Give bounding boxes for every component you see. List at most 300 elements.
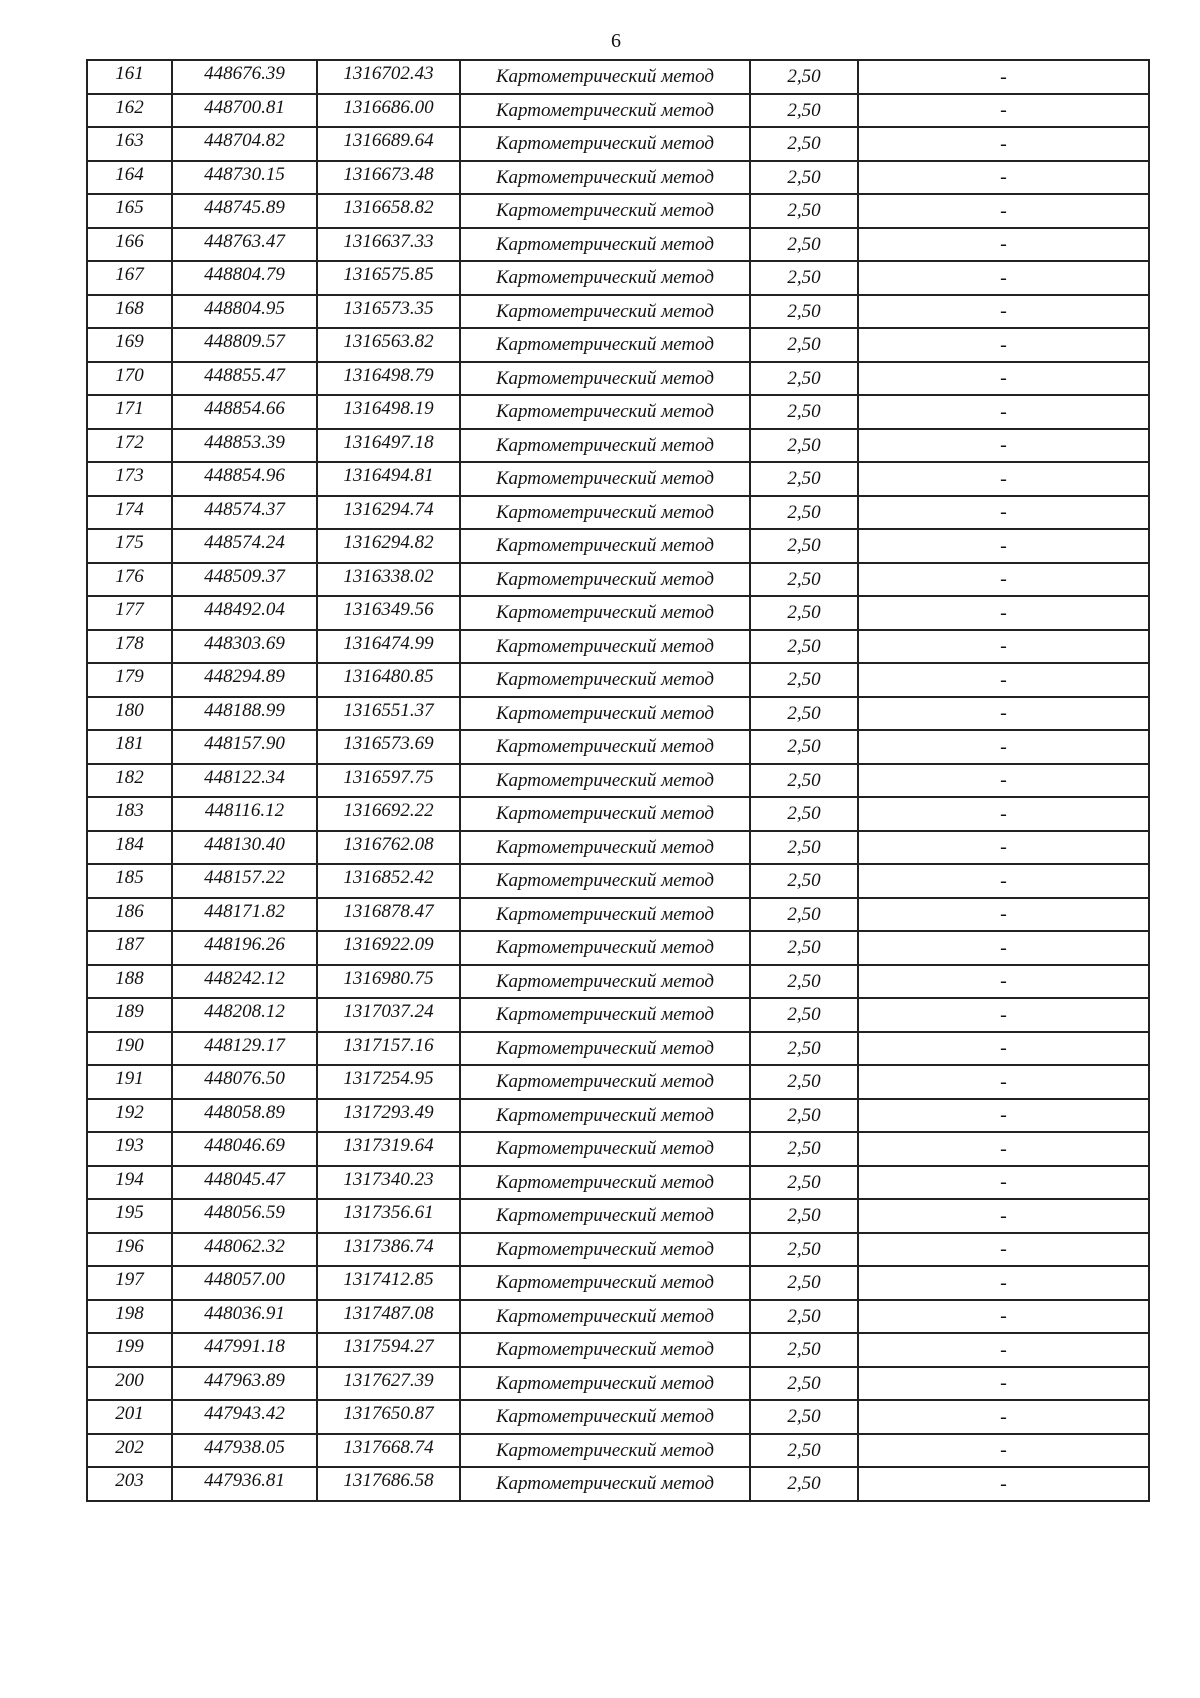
y-coordinate-cell: 1316597.75: [317, 764, 460, 798]
y-coordinate-cell: 1317627.39: [317, 1367, 460, 1401]
method-cell: Картометрический метод: [460, 563, 750, 597]
table-row: [87, 965, 1149, 999]
y-coordinate-cell: 1316498.79: [317, 362, 460, 396]
accuracy-cell: 2,50: [750, 563, 858, 597]
y-coordinate-cell: 1316573.35: [317, 295, 460, 329]
y-coordinate-cell: 1316702.43: [317, 60, 460, 94]
method-cell: Картометрический метод: [460, 1467, 750, 1501]
method-cell: Картометрический метод: [460, 194, 750, 228]
description-cell: -: [858, 931, 1149, 965]
accuracy-cell: 2,50: [750, 864, 858, 898]
table-row: [87, 998, 1149, 1032]
accuracy-cell: 2,50: [750, 931, 858, 965]
description-cell: -: [858, 596, 1149, 630]
table-row: [87, 1266, 1149, 1300]
table-row: [87, 831, 1149, 865]
description-cell: -: [858, 60, 1149, 94]
accuracy-cell: 2,50: [750, 730, 858, 764]
table-row: [87, 697, 1149, 731]
coordinates-table-body: [87, 60, 1149, 1501]
description-cell: -: [858, 395, 1149, 429]
point-number-cell: 182: [87, 764, 172, 798]
method-cell: Картометрический метод: [460, 1367, 750, 1401]
method-cell: Картометрический метод: [460, 462, 750, 496]
x-coordinate-cell: 448574.24: [172, 529, 317, 563]
accuracy-cell: 2,50: [750, 1099, 858, 1133]
method-cell: Картометрический метод: [460, 529, 750, 563]
y-coordinate-cell: 1317594.27: [317, 1333, 460, 1367]
table-row: [87, 60, 1149, 94]
table-row: [87, 1400, 1149, 1434]
method-cell: Картометрический метод: [460, 1166, 750, 1200]
point-number-cell: 170: [87, 362, 172, 396]
y-coordinate-cell: 1316294.82: [317, 529, 460, 563]
x-coordinate-cell: 448056.59: [172, 1199, 317, 1233]
accuracy-cell: 2,50: [750, 194, 858, 228]
accuracy-cell: 2,50: [750, 831, 858, 865]
y-coordinate-cell: 1317386.74: [317, 1233, 460, 1267]
x-coordinate-cell: 448046.69: [172, 1132, 317, 1166]
y-coordinate-cell: 1316338.02: [317, 563, 460, 597]
description-cell: -: [858, 831, 1149, 865]
x-coordinate-cell: 448045.47: [172, 1166, 317, 1200]
point-number-cell: 196: [87, 1233, 172, 1267]
y-coordinate-cell: 1317037.24: [317, 998, 460, 1032]
y-coordinate-cell: 1316922.09: [317, 931, 460, 965]
point-number-cell: 180: [87, 697, 172, 731]
method-cell: Картометрический метод: [460, 228, 750, 262]
y-coordinate-cell: 1316692.22: [317, 797, 460, 831]
description-cell: -: [858, 161, 1149, 195]
accuracy-cell: 2,50: [750, 529, 858, 563]
description-cell: -: [858, 462, 1149, 496]
description-cell: -: [858, 1266, 1149, 1300]
table-row: [87, 596, 1149, 630]
method-cell: Картометрический метод: [460, 1300, 750, 1334]
table-row: [87, 127, 1149, 161]
point-number-cell: 201: [87, 1400, 172, 1434]
method-cell: Картометрический метод: [460, 898, 750, 932]
table-row: [87, 1032, 1149, 1066]
method-cell: Картометрический метод: [460, 1400, 750, 1434]
y-coordinate-cell: 1316637.33: [317, 228, 460, 262]
y-coordinate-cell: 1316980.75: [317, 965, 460, 999]
y-coordinate-cell: 1316689.64: [317, 127, 460, 161]
point-number-cell: 203: [87, 1467, 172, 1501]
y-coordinate-cell: 1316573.69: [317, 730, 460, 764]
accuracy-cell: 2,50: [750, 797, 858, 831]
table-row: [87, 898, 1149, 932]
y-coordinate-cell: 1316686.00: [317, 94, 460, 128]
accuracy-cell: 2,50: [750, 462, 858, 496]
y-coordinate-cell: 1317487.08: [317, 1300, 460, 1334]
accuracy-cell: 2,50: [750, 965, 858, 999]
y-coordinate-cell: 1317293.49: [317, 1099, 460, 1133]
y-coordinate-cell: 1316563.82: [317, 328, 460, 362]
accuracy-cell: 2,50: [750, 596, 858, 630]
y-coordinate-cell: 1317356.61: [317, 1199, 460, 1233]
y-coordinate-cell: 1317319.64: [317, 1132, 460, 1166]
table-row: [87, 1367, 1149, 1401]
point-number-cell: 172: [87, 429, 172, 463]
accuracy-cell: 2,50: [750, 1032, 858, 1066]
description-cell: -: [858, 1099, 1149, 1133]
x-coordinate-cell: 447936.81: [172, 1467, 317, 1501]
x-coordinate-cell: 448509.37: [172, 563, 317, 597]
table-row: [87, 295, 1149, 329]
method-cell: Картометрический метод: [460, 1266, 750, 1300]
point-number-cell: 168: [87, 295, 172, 329]
point-number-cell: 184: [87, 831, 172, 865]
description-cell: -: [858, 730, 1149, 764]
x-coordinate-cell: 447943.42: [172, 1400, 317, 1434]
point-number-cell: 174: [87, 496, 172, 530]
table-row: [87, 194, 1149, 228]
coordinates-table: [86, 59, 1150, 1502]
method-cell: Картометрический метод: [460, 697, 750, 731]
point-number-cell: 194: [87, 1166, 172, 1200]
accuracy-cell: 2,50: [750, 362, 858, 396]
table-row: [87, 1233, 1149, 1267]
table-row: [87, 764, 1149, 798]
accuracy-cell: 2,50: [750, 1166, 858, 1200]
y-coordinate-cell: 1317686.58: [317, 1467, 460, 1501]
method-cell: Картометрический метод: [460, 931, 750, 965]
point-number-cell: 188: [87, 965, 172, 999]
y-coordinate-cell: 1317254.95: [317, 1065, 460, 1099]
y-coordinate-cell: 1317412.85: [317, 1266, 460, 1300]
accuracy-cell: 2,50: [750, 1132, 858, 1166]
method-cell: Картометрический метод: [460, 1132, 750, 1166]
x-coordinate-cell: 448855.47: [172, 362, 317, 396]
x-coordinate-cell: 447938.05: [172, 1434, 317, 1468]
accuracy-cell: 2,50: [750, 1300, 858, 1334]
accuracy-cell: 2,50: [750, 94, 858, 128]
x-coordinate-cell: 448188.99: [172, 697, 317, 731]
x-coordinate-cell: 448704.82: [172, 127, 317, 161]
x-coordinate-cell: 448242.12: [172, 965, 317, 999]
x-coordinate-cell: 448196.26: [172, 931, 317, 965]
accuracy-cell: 2,50: [750, 1367, 858, 1401]
table-row: [87, 663, 1149, 697]
accuracy-cell: 2,50: [750, 663, 858, 697]
description-cell: -: [858, 965, 1149, 999]
table-row: [87, 529, 1149, 563]
table-row: [87, 328, 1149, 362]
table-row: [87, 161, 1149, 195]
description-cell: -: [858, 1367, 1149, 1401]
description-cell: -: [858, 1166, 1149, 1200]
x-coordinate-cell: 448676.39: [172, 60, 317, 94]
accuracy-cell: 2,50: [750, 429, 858, 463]
table-row: [87, 362, 1149, 396]
x-coordinate-cell: 448809.57: [172, 328, 317, 362]
description-cell: -: [858, 563, 1149, 597]
method-cell: Картометрический метод: [460, 1099, 750, 1133]
method-cell: Картометрический метод: [460, 127, 750, 161]
point-number-cell: 163: [87, 127, 172, 161]
method-cell: Картометрический метод: [460, 663, 750, 697]
table-row: [87, 94, 1149, 128]
x-coordinate-cell: 448745.89: [172, 194, 317, 228]
point-number-cell: 199: [87, 1333, 172, 1367]
x-coordinate-cell: 447991.18: [172, 1333, 317, 1367]
point-number-cell: 187: [87, 931, 172, 965]
x-coordinate-cell: 448804.79: [172, 261, 317, 295]
y-coordinate-cell: 1317668.74: [317, 1434, 460, 1468]
table-row: [87, 630, 1149, 664]
point-number-cell: 175: [87, 529, 172, 563]
x-coordinate-cell: 448574.37: [172, 496, 317, 530]
accuracy-cell: 2,50: [750, 496, 858, 530]
table-row: [87, 1132, 1149, 1166]
y-coordinate-cell: 1316474.99: [317, 630, 460, 664]
description-cell: -: [858, 261, 1149, 295]
table-row: [87, 730, 1149, 764]
description-cell: -: [858, 1065, 1149, 1099]
method-cell: Картометрический метод: [460, 730, 750, 764]
description-cell: -: [858, 630, 1149, 664]
description-cell: -: [858, 1132, 1149, 1166]
table-row: [87, 261, 1149, 295]
accuracy-cell: 2,50: [750, 1199, 858, 1233]
x-coordinate-cell: 448303.69: [172, 630, 317, 664]
description-cell: -: [858, 1300, 1149, 1334]
description-cell: -: [858, 697, 1149, 731]
x-coordinate-cell: 448492.04: [172, 596, 317, 630]
method-cell: Картометрический метод: [460, 797, 750, 831]
accuracy-cell: 2,50: [750, 60, 858, 94]
table-row: [87, 563, 1149, 597]
table-row: [87, 1467, 1149, 1501]
table-row: [87, 462, 1149, 496]
accuracy-cell: 2,50: [750, 1333, 858, 1367]
method-cell: Картометрический метод: [460, 1233, 750, 1267]
point-number-cell: 165: [87, 194, 172, 228]
point-number-cell: 186: [87, 898, 172, 932]
point-number-cell: 197: [87, 1266, 172, 1300]
description-cell: -: [858, 362, 1149, 396]
table-row: [87, 797, 1149, 831]
x-coordinate-cell: 448700.81: [172, 94, 317, 128]
accuracy-cell: 2,50: [750, 295, 858, 329]
description-cell: -: [858, 429, 1149, 463]
y-coordinate-cell: 1316762.08: [317, 831, 460, 865]
x-coordinate-cell: 448853.39: [172, 429, 317, 463]
method-cell: Картометрический метод: [460, 1434, 750, 1468]
point-number-cell: 176: [87, 563, 172, 597]
accuracy-cell: 2,50: [750, 1400, 858, 1434]
table-row: [87, 931, 1149, 965]
point-number-cell: 181: [87, 730, 172, 764]
accuracy-cell: 2,50: [750, 1233, 858, 1267]
accuracy-cell: 2,50: [750, 161, 858, 195]
table-row: [87, 1434, 1149, 1468]
y-coordinate-cell: 1316575.85: [317, 261, 460, 295]
method-cell: Картометрический метод: [460, 596, 750, 630]
x-coordinate-cell: 448057.00: [172, 1266, 317, 1300]
table-row: [87, 228, 1149, 262]
point-number-cell: 183: [87, 797, 172, 831]
point-number-cell: 195: [87, 1199, 172, 1233]
point-number-cell: 177: [87, 596, 172, 630]
x-coordinate-cell: 447963.89: [172, 1367, 317, 1401]
point-number-cell: 189: [87, 998, 172, 1032]
method-cell: Картометрический метод: [460, 965, 750, 999]
table-row: [87, 1199, 1149, 1233]
x-coordinate-cell: 448157.90: [172, 730, 317, 764]
method-cell: Картометрический метод: [460, 295, 750, 329]
table-row: [87, 1333, 1149, 1367]
method-cell: Картометрический метод: [460, 395, 750, 429]
x-coordinate-cell: 448116.12: [172, 797, 317, 831]
point-number-cell: 202: [87, 1434, 172, 1468]
accuracy-cell: 2,50: [750, 1065, 858, 1099]
x-coordinate-cell: 448157.22: [172, 864, 317, 898]
x-coordinate-cell: 448171.82: [172, 898, 317, 932]
x-coordinate-cell: 448730.15: [172, 161, 317, 195]
table-row: [87, 1166, 1149, 1200]
table-row: [87, 864, 1149, 898]
method-cell: Картометрический метод: [460, 94, 750, 128]
accuracy-cell: 2,50: [750, 697, 858, 731]
description-cell: -: [858, 94, 1149, 128]
y-coordinate-cell: 1316497.18: [317, 429, 460, 463]
x-coordinate-cell: 448036.91: [172, 1300, 317, 1334]
method-cell: Картометрический метод: [460, 60, 750, 94]
point-number-cell: 167: [87, 261, 172, 295]
y-coordinate-cell: 1316658.82: [317, 194, 460, 228]
description-cell: -: [858, 1233, 1149, 1267]
point-number-cell: 178: [87, 630, 172, 664]
point-number-cell: 198: [87, 1300, 172, 1334]
description-cell: -: [858, 998, 1149, 1032]
description-cell: -: [858, 529, 1149, 563]
y-coordinate-cell: 1317157.16: [317, 1032, 460, 1066]
description-cell: -: [858, 328, 1149, 362]
method-cell: Картометрический метод: [460, 1065, 750, 1099]
description-cell: -: [858, 898, 1149, 932]
accuracy-cell: 2,50: [750, 395, 858, 429]
y-coordinate-cell: 1316349.56: [317, 596, 460, 630]
method-cell: Картометрический метод: [460, 1032, 750, 1066]
description-cell: -: [858, 1400, 1149, 1434]
method-cell: Картометрический метод: [460, 161, 750, 195]
accuracy-cell: 2,50: [750, 630, 858, 664]
method-cell: Картометрический метод: [460, 261, 750, 295]
description-cell: -: [858, 194, 1149, 228]
x-coordinate-cell: 448804.95: [172, 295, 317, 329]
description-cell: -: [858, 1199, 1149, 1233]
point-number-cell: 171: [87, 395, 172, 429]
y-coordinate-cell: 1316480.85: [317, 663, 460, 697]
table-row: [87, 1099, 1149, 1133]
accuracy-cell: 2,50: [750, 998, 858, 1032]
x-coordinate-cell: 448763.47: [172, 228, 317, 262]
y-coordinate-cell: 1316673.48: [317, 161, 460, 195]
table-row: [87, 395, 1149, 429]
method-cell: Картометрический метод: [460, 1333, 750, 1367]
description-cell: -: [858, 764, 1149, 798]
description-cell: -: [858, 127, 1149, 161]
method-cell: Картометрический метод: [460, 1199, 750, 1233]
accuracy-cell: 2,50: [750, 1467, 858, 1501]
method-cell: Картометрический метод: [460, 328, 750, 362]
description-cell: -: [858, 1333, 1149, 1367]
accuracy-cell: 2,50: [750, 764, 858, 798]
method-cell: Картометрический метод: [460, 864, 750, 898]
point-number-cell: 169: [87, 328, 172, 362]
description-cell: -: [858, 864, 1149, 898]
accuracy-cell: 2,50: [750, 1266, 858, 1300]
point-number-cell: 173: [87, 462, 172, 496]
method-cell: Картометрический метод: [460, 764, 750, 798]
method-cell: Картометрический метод: [460, 362, 750, 396]
x-coordinate-cell: 448076.50: [172, 1065, 317, 1099]
x-coordinate-cell: 448294.89: [172, 663, 317, 697]
x-coordinate-cell: 448122.34: [172, 764, 317, 798]
method-cell: Картометрический метод: [460, 831, 750, 865]
y-coordinate-cell: 1316878.47: [317, 898, 460, 932]
point-number-cell: 190: [87, 1032, 172, 1066]
point-number-cell: 191: [87, 1065, 172, 1099]
table-row: [87, 1065, 1149, 1099]
point-number-cell: 162: [87, 94, 172, 128]
accuracy-cell: 2,50: [750, 228, 858, 262]
table-row: [87, 429, 1149, 463]
method-cell: Картометрический метод: [460, 998, 750, 1032]
description-cell: -: [858, 1032, 1149, 1066]
point-number-cell: 193: [87, 1132, 172, 1166]
y-coordinate-cell: 1316852.42: [317, 864, 460, 898]
x-coordinate-cell: 448130.40: [172, 831, 317, 865]
description-cell: -: [858, 797, 1149, 831]
point-number-cell: 161: [87, 60, 172, 94]
point-number-cell: 166: [87, 228, 172, 262]
accuracy-cell: 2,50: [750, 898, 858, 932]
table-row: [87, 1300, 1149, 1334]
x-coordinate-cell: 448854.66: [172, 395, 317, 429]
point-number-cell: 185: [87, 864, 172, 898]
description-cell: -: [858, 295, 1149, 329]
page-number: 6: [611, 30, 621, 52]
method-cell: Картометрический метод: [460, 496, 750, 530]
x-coordinate-cell: 448854.96: [172, 462, 317, 496]
y-coordinate-cell: 1316551.37: [317, 697, 460, 731]
y-coordinate-cell: 1317650.87: [317, 1400, 460, 1434]
point-number-cell: 179: [87, 663, 172, 697]
description-cell: -: [858, 1434, 1149, 1468]
point-number-cell: 164: [87, 161, 172, 195]
accuracy-cell: 2,50: [750, 261, 858, 295]
description-cell: -: [858, 1467, 1149, 1501]
x-coordinate-cell: 448208.12: [172, 998, 317, 1032]
y-coordinate-cell: 1316498.19: [317, 395, 460, 429]
table-row: [87, 496, 1149, 530]
description-cell: -: [858, 228, 1149, 262]
method-cell: Картометрический метод: [460, 630, 750, 664]
description-cell: -: [858, 663, 1149, 697]
x-coordinate-cell: 448058.89: [172, 1099, 317, 1133]
x-coordinate-cell: 448062.32: [172, 1233, 317, 1267]
y-coordinate-cell: 1317340.23: [317, 1166, 460, 1200]
x-coordinate-cell: 448129.17: [172, 1032, 317, 1066]
accuracy-cell: 2,50: [750, 1434, 858, 1468]
accuracy-cell: 2,50: [750, 127, 858, 161]
accuracy-cell: 2,50: [750, 328, 858, 362]
y-coordinate-cell: 1316494.81: [317, 462, 460, 496]
point-number-cell: 192: [87, 1099, 172, 1133]
